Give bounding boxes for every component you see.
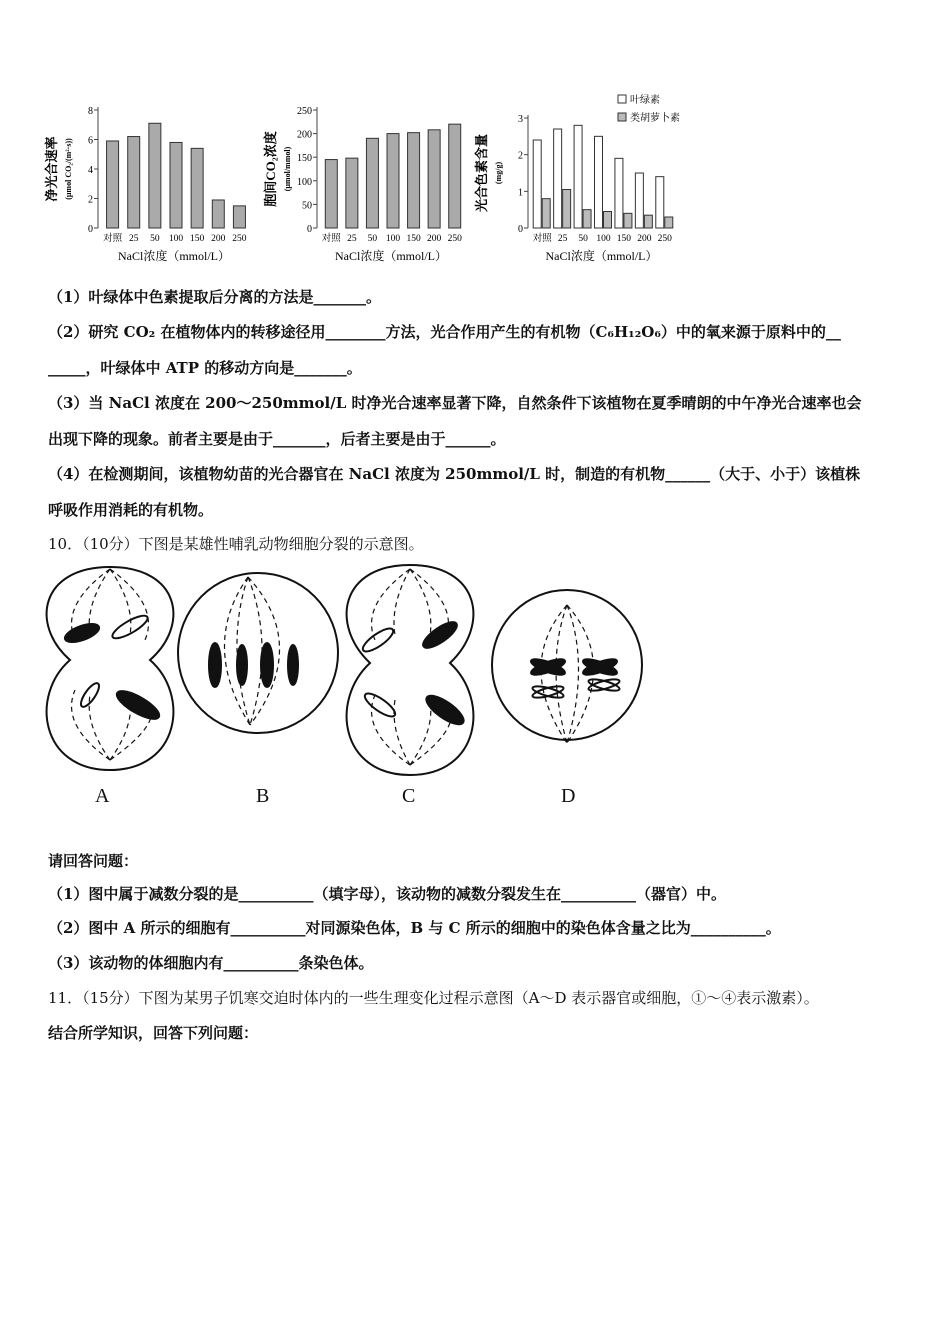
y-tick-label: 200	[297, 129, 312, 141]
x-tick-label: 50	[578, 234, 588, 244]
y-tick-label: 6	[88, 135, 93, 147]
x-tick-label: 对照	[103, 234, 123, 244]
legend-label: 类胡萝卜素	[630, 113, 680, 124]
bar	[233, 206, 245, 228]
bar-carotenoid	[604, 212, 612, 229]
cell-label-c: C	[402, 785, 416, 807]
x-tick-label: 250	[232, 234, 247, 244]
bar	[366, 138, 378, 228]
legend-label: 叶绿素	[630, 95, 660, 106]
q10-part2: （2）图中 A 所示的细胞有__________对同源染色体，B 与 C 所示的细胞中的染色体含量之比为__________。	[48, 919, 781, 937]
bar	[149, 123, 161, 228]
q9-part1: （1）叶绿体中色素提取后分离的方法是_______。	[48, 288, 381, 306]
x-tick-label: 200	[211, 234, 226, 244]
q9-part2: （2）研究 CO₂ 在植物体内的转移途径用________方法，光合作用产生的有机物（C₆H₁₂O₆）中的氧来源于原料中的__	[48, 323, 841, 341]
x-tick-label: 150	[190, 234, 205, 244]
y-tick-label: 2	[88, 194, 93, 206]
bar	[128, 137, 140, 228]
q11-title: 11．（15分）下图为某男子饥寒交迫时体内的一些生理变化过程示意图（A～D 表示器官或细胞，①～④表示激素）。	[48, 989, 819, 1007]
bar-carotenoid	[542, 199, 550, 228]
q9-part3: （3）当 NaCl 浓度在 200～250mmol/L 时净光合速率显著下降，自然条件下该植物在夏季晴朗的中午净光合速率也会	[48, 394, 862, 412]
cell-division-figure	[0, 555, 660, 785]
bar	[212, 200, 224, 228]
q9-part4: （4）在检测期间，该植物幼苗的光合器官在 NaCl 浓度为 250mmol/L 时，制造的有机物______（大于、小于）该植株	[48, 465, 861, 483]
bar	[325, 160, 337, 228]
x-axis-label: NaCl浓度（mmol/L）	[335, 249, 447, 263]
q9-part4-cont: 呼吸作用消耗的有机物。	[48, 501, 214, 519]
bar	[346, 158, 358, 228]
y-tick-label: 4	[88, 165, 93, 176]
q10-title: 10．（10分）下图是某雄性哺乳动物细胞分裂的示意图。	[48, 535, 424, 553]
bar-carotenoid	[563, 190, 571, 229]
bar	[449, 124, 461, 228]
q9-part3-cont: 出现下降的现象。前者主要是由于_______，后者主要是由于______。	[48, 430, 506, 448]
bar-chlorophyll	[656, 177, 664, 228]
x-tick-label: 150	[616, 234, 632, 244]
bar-carotenoid	[583, 210, 591, 228]
bar-chlorophyll	[635, 173, 643, 228]
x-tick-label: 250	[657, 234, 672, 244]
pigment-content-chart	[470, 95, 690, 265]
x-tick-label: 50	[367, 234, 378, 244]
bar	[170, 142, 182, 228]
y-axis-unit: (μmol/mmol)	[283, 146, 292, 192]
bar-carotenoid	[665, 217, 673, 228]
legend-swatch	[618, 113, 626, 121]
q11-intro: 结合所学知识，回答下列问题：	[48, 1024, 259, 1042]
x-axis-label: NaCl浓度（mmol/L）	[118, 249, 230, 263]
x-tick-label: 200	[637, 234, 652, 244]
y-tick-label: 100	[297, 176, 312, 188]
q10-part3: （3）该动物的体细胞内有__________条染色体。	[48, 954, 374, 972]
x-tick-label: 25	[347, 234, 357, 244]
x-tick-label: 100	[168, 234, 184, 244]
bar	[107, 141, 119, 228]
y-tick-label: 3	[518, 114, 523, 125]
net-photosynthesis-chart	[40, 95, 255, 265]
y-tick-label: 0	[307, 224, 312, 235]
y-tick-label: 1	[518, 187, 523, 199]
cell-label-a: A	[95, 785, 110, 807]
bar-chlorophyll	[554, 129, 562, 228]
cell-b	[178, 573, 338, 733]
legend-swatch	[618, 95, 626, 103]
bar	[387, 134, 399, 228]
x-tick-label: 100	[385, 234, 401, 244]
y-tick-label: 250	[297, 106, 312, 117]
y-tick-label: 50	[302, 200, 312, 212]
bar	[428, 130, 440, 228]
y-tick-label: 0	[88, 224, 93, 235]
x-tick-label: 250	[447, 234, 462, 244]
y-axis-label: 光合色素含量	[474, 133, 489, 213]
q10-part1: （1）图中属于减数分裂的是__________（填字母），该动物的减数分裂发生在__________（器官）中。	[48, 885, 726, 903]
x-tick-label: 对照	[532, 234, 552, 244]
intercellular-co2-chart	[255, 95, 470, 265]
q10-prompt: 请回答问题：	[48, 852, 139, 870]
cell-c	[347, 565, 474, 775]
x-tick-label: 50	[150, 234, 160, 244]
x-tick-label: 100	[596, 234, 611, 244]
cell-a	[47, 567, 174, 770]
x-tick-label: 150	[406, 234, 421, 244]
y-axis-label: 净光合速率	[44, 136, 59, 202]
x-axis-label: NaCl浓度（mmol/L）	[545, 249, 658, 263]
y-axis-label: 胞间CO₂浓度	[263, 131, 278, 207]
y-tick-label: 2	[518, 150, 523, 162]
x-tick-label: 200	[427, 234, 442, 244]
bar	[408, 133, 420, 228]
q9-part2-cont: _____，叶绿体中 ATP 的移动方向是_______。	[48, 359, 362, 377]
bar-carotenoid	[624, 213, 632, 228]
y-tick-label: 8	[88, 106, 93, 117]
bar-chlorophyll	[574, 125, 582, 228]
bar-chlorophyll	[595, 136, 603, 228]
bar-chlorophyll	[615, 158, 623, 228]
bar-carotenoid	[644, 215, 652, 228]
y-tick-label: 0	[518, 224, 523, 235]
bar-chlorophyll	[533, 140, 541, 228]
y-axis-unit: (mg/g)	[494, 161, 503, 185]
x-tick-label: 对照	[321, 234, 341, 244]
cell-label-b: B	[256, 785, 270, 807]
cell-d	[492, 590, 642, 743]
cell-label-d: D	[561, 785, 576, 807]
x-tick-label: 25	[557, 234, 568, 244]
y-tick-label: 150	[297, 153, 312, 165]
x-tick-label: 25	[128, 234, 139, 244]
bar	[191, 148, 203, 228]
y-axis-unit: (μmol CO₂/(m²·s))	[64, 138, 73, 200]
